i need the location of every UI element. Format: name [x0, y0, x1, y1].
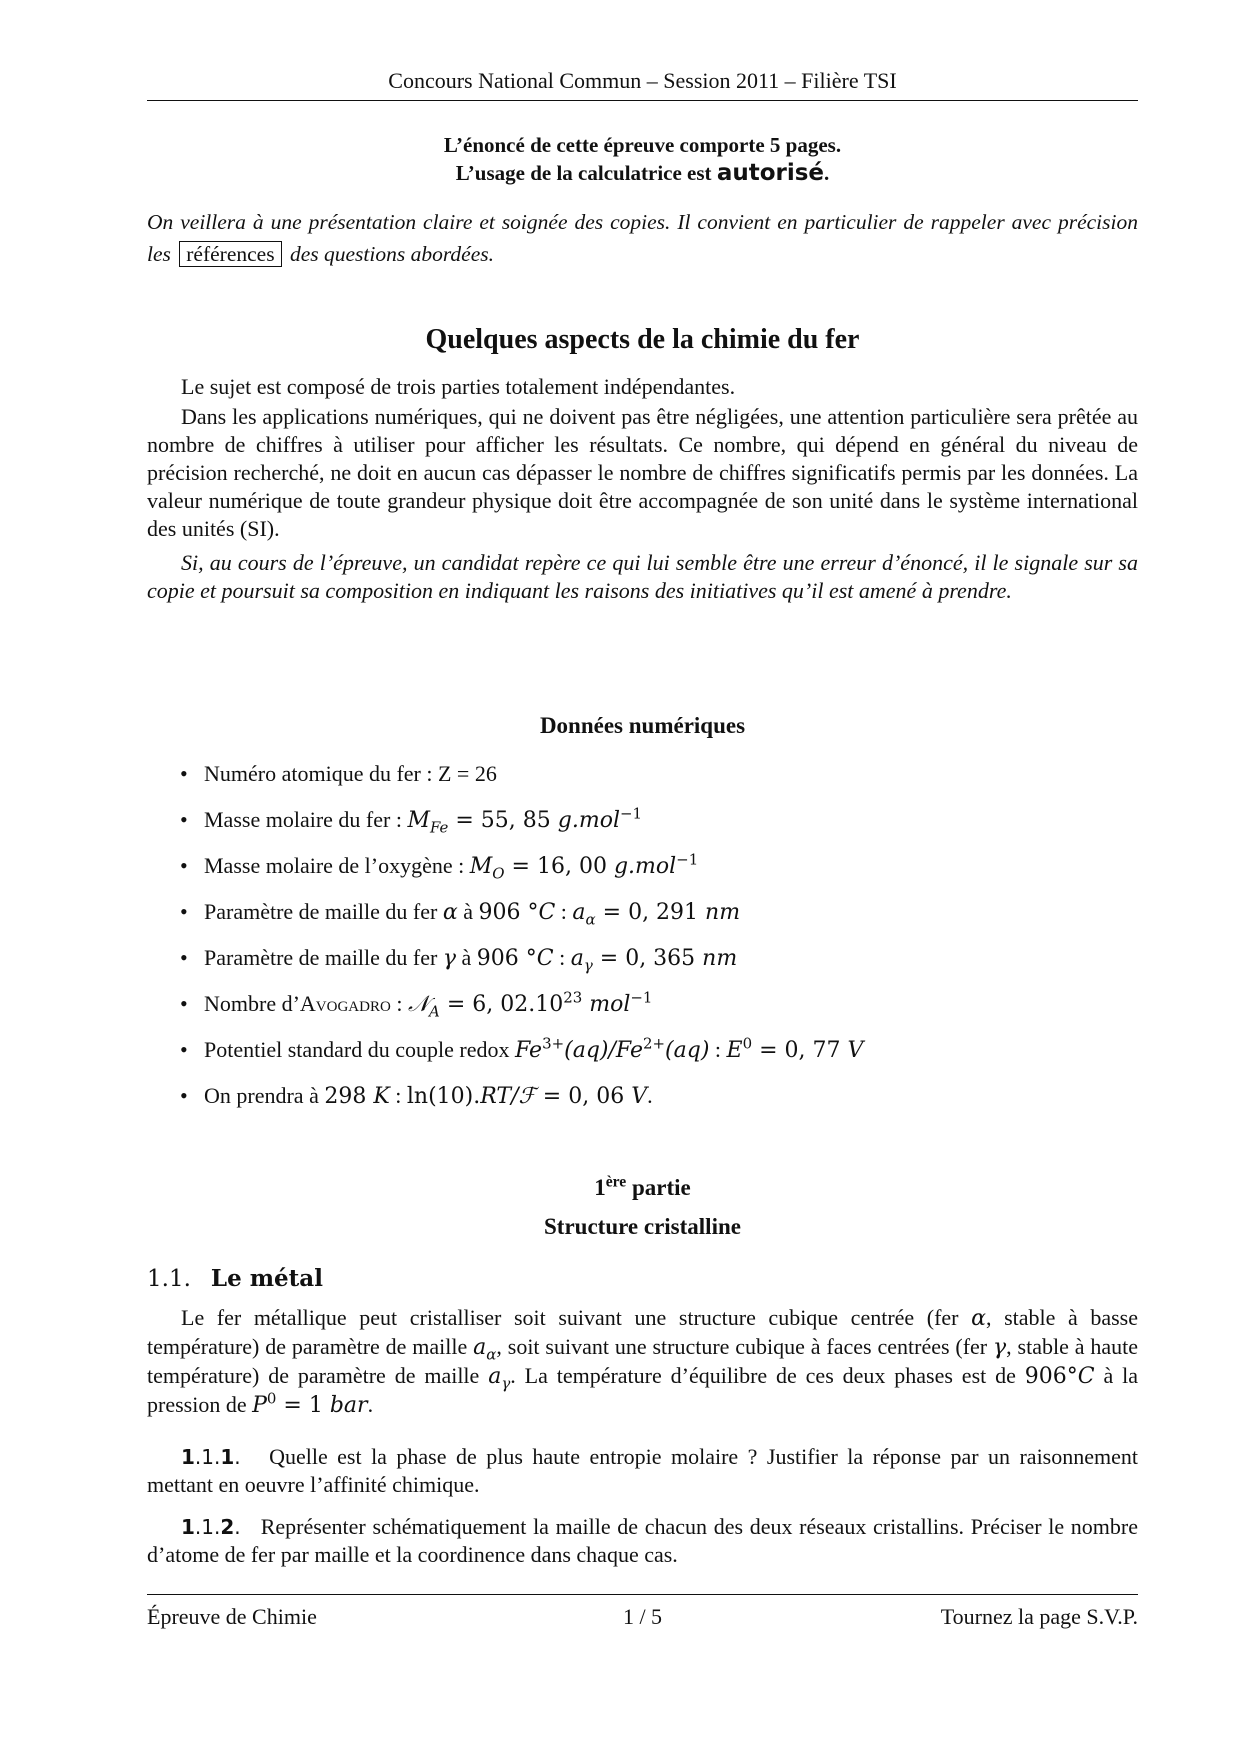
question-number-part: 1 [220, 1445, 235, 1469]
math-subscript: α [585, 910, 596, 929]
partie-superscript: ère [605, 1173, 627, 1191]
question-1-1-2 [147, 1513, 1138, 1569]
math-value: = 0, 291 [595, 900, 706, 925]
bullet: • [180, 945, 188, 970]
math-unit: V [631, 1084, 648, 1109]
math-symbol: P [252, 1393, 267, 1418]
data-item-text: . [647, 1083, 653, 1108]
notice-calculator-text: L’usage de la calculatrice est [455, 161, 717, 185]
data-item-text: : [389, 1083, 407, 1108]
data-item-text: Nombre d’ [204, 991, 300, 1016]
math-unit: C [538, 900, 556, 925]
data-item-lattice-alpha [180, 898, 863, 944]
math-unit: C [1077, 1364, 1095, 1389]
question-number-part: . [234, 1445, 241, 1469]
math-state: (aq) [665, 1038, 710, 1063]
section-paragraph [147, 1304, 1138, 1420]
data-item-lattice-gamma [180, 944, 863, 990]
math-charge: 2+ [643, 1034, 666, 1053]
question-number-part: 1 [181, 1515, 195, 1539]
math-subscript: Fe [429, 818, 449, 837]
math-exponent: −1 [620, 804, 643, 823]
question-number [181, 1515, 241, 1539]
data-item-text: à [456, 945, 477, 970]
page-title: Quelques aspects de la chimie du fer [425, 324, 860, 355]
partie-heading [147, 1175, 1138, 1201]
math-subscript: α [486, 1345, 497, 1364]
math-expression: RT/ℱ [480, 1084, 536, 1109]
body-paragraph-3: Si, au cours de l’épreuve, un candidat repère ce qui lui semble être une erreur d’énoncé, il le signale sur sa copie et poursuit sa composition en indiquant les raisons des initiatives qu’il est amené à prendre. [147, 550, 1138, 603]
question-number-part: 2 [220, 1515, 235, 1539]
question-text: Représenter schématiquement la maille de chacun des deux réseaux cristallins. Préciser le nombre d’atome de fer par maille et la coordinence dans chaque cas. [147, 1514, 1139, 1567]
page-header: Concours National Commun – Session 2011 – Filière TSI [388, 68, 897, 93]
math-value: = 0, 06 [535, 1084, 632, 1109]
math-unit: mol [582, 992, 631, 1017]
math-unit: K [373, 1084, 390, 1109]
section-text: . La température d’équilibre de ces deux phases est de [510, 1363, 1025, 1388]
bullet: • [180, 853, 188, 878]
footer-rule [147, 1594, 1138, 1595]
section-text: , soit suivant une structure cubique à faces centrées (fer [496, 1334, 994, 1359]
math-temperature: 906 ° [476, 946, 537, 971]
math-symbol: a [572, 900, 586, 925]
data-item-molar-mass-o [180, 852, 863, 898]
math-symbol: M [469, 854, 493, 879]
question-number-part: .1. [194, 1515, 221, 1539]
math-symbol: M [407, 808, 430, 833]
data-item-redox-potential [180, 1036, 863, 1082]
data-item-text: Paramètre de maille du fer [204, 899, 443, 924]
math-value: = 0, 77 [752, 1038, 848, 1063]
data-item-text: : [555, 899, 573, 924]
math-temperature: 906° [1024, 1364, 1078, 1389]
question-number [181, 1445, 241, 1469]
bullet: • [180, 1037, 188, 1062]
math-value: = 0, 365 [592, 946, 703, 971]
math-greek: α [971, 1306, 986, 1331]
data-item-text: Masse molaire du fer : [204, 807, 408, 832]
math-greek: γ [993, 1335, 1007, 1360]
math-temperature: 906 ° [478, 900, 539, 925]
data-item-text: Potentiel standard du couple redox [204, 1037, 515, 1062]
intro-text-1: On veillera à une présentation claire et soignée des copies. Il convient en particulier de rappeler avec précision les [147, 210, 1138, 266]
math-unit: V [847, 1038, 864, 1063]
section-number: 1.1. [147, 1266, 191, 1292]
header-rule [147, 100, 1138, 101]
data-item-text: : [709, 1037, 727, 1062]
math-unit: nm [702, 946, 738, 971]
math-charge: 3+ [542, 1034, 565, 1053]
math-unit: nm [705, 900, 741, 925]
data-item-text: On prendra à [204, 1083, 325, 1108]
math-exponent: 0 [266, 1389, 277, 1408]
math-species: Fe [514, 1038, 543, 1063]
math-exponent: 23 [563, 988, 583, 1007]
math-exponent: 0 [742, 1034, 753, 1053]
section-heading [147, 1265, 323, 1292]
math-value: = 1 [276, 1393, 330, 1418]
math-greek: α [442, 900, 458, 925]
body-paragraph-1: Le sujet est composé de trois parties totalement indépendantes. [181, 374, 736, 399]
math-function: ln(10). [406, 1084, 481, 1109]
partie-number: 1 [594, 1175, 606, 1200]
partie-title: Structure cristalline [544, 1214, 741, 1239]
bullet: • [180, 899, 188, 924]
question-number-part: 1 [181, 1445, 195, 1469]
avogadro-name: Avogadro [299, 991, 391, 1016]
body-paragraph-2: Dans les applications numériques, qui ne doivent pas être négligées, une attention particulière sera prêtée au nombre de chiffres à utiliser pour afficher les résultats. Ce nombre, qui dépend en général du niveau de précision recherché, ne doit en aucun cas dépasser le nombre de chiffres significatifs permis par les données. La valeur numérique de toute grandeur physique doit être accompagnée de son unité dans le système international des unités (SI). [147, 404, 1138, 541]
bullet: • [180, 807, 188, 832]
math-temperature: 298 [324, 1084, 374, 1109]
data-list [180, 760, 863, 1128]
data-item-nernst-constant [180, 1082, 863, 1128]
question-number-part: .1. [194, 1445, 221, 1469]
math-subscript: γ [583, 956, 593, 975]
math-subscript: A [429, 1002, 440, 1021]
math-unit: g.mol [613, 854, 677, 879]
section-text: , stable à basse température) de paramètre de maille [147, 1305, 1139, 1359]
math-unit: bar [329, 1393, 368, 1418]
data-item-avogadro [180, 990, 863, 1036]
notice-calculator [147, 159, 1138, 187]
math-unit: g.mol [557, 808, 620, 833]
boxed-references: références [179, 241, 281, 267]
section-title: Le métal [210, 1265, 323, 1292]
donnees-heading: Données numériques [539, 713, 746, 738]
section-text: Le fer métallique peut cristalliser soit suivant une structure cubique centrée (fer [181, 1305, 972, 1330]
partie-word: partie [626, 1175, 691, 1200]
footer-right: Tournez la page S.V.P. [940, 1604, 1138, 1629]
intro-text-2: des questions abordées. [289, 242, 494, 266]
math-state: (aq)/ [564, 1038, 616, 1063]
bullet: • [180, 991, 188, 1016]
math-subscript: γ [501, 1374, 511, 1393]
footer-page-number: 1 / 5 [622, 1604, 663, 1629]
bullet: • [180, 761, 188, 786]
math-symbol: a [488, 1364, 502, 1389]
data-item-text: à [457, 899, 479, 924]
math-subscript: O [492, 864, 505, 883]
math-value: = 16, 00 [504, 854, 614, 879]
math-unit: C [536, 946, 554, 971]
math-greek: γ [442, 946, 456, 971]
notice-end: . [824, 161, 830, 185]
data-item-atomic-number [180, 760, 863, 806]
math-species: Fe [615, 1038, 643, 1063]
bullet: • [180, 1083, 188, 1108]
data-item-text: Numéro atomique du fer : Z = 26 [204, 761, 497, 786]
question-number-part: . [234, 1515, 241, 1539]
data-item-molar-mass-fe [180, 806, 863, 852]
math-exponent: −1 [630, 988, 653, 1007]
math-symbol: a [570, 946, 584, 971]
notice-authorized: autorisé [716, 160, 825, 186]
math-symbol: 𝒩 [407, 992, 430, 1017]
section-text: . [367, 1392, 374, 1417]
math-value: = 6, 02.10 [439, 992, 564, 1017]
math-exponent: −1 [676, 850, 699, 869]
footer-left: Épreuve de Chimie [147, 1604, 317, 1629]
notice-pages: L’énoncé de cette épreuve comporte 5 pages. [443, 133, 842, 157]
data-item-text: : [390, 991, 408, 1016]
data-item-text: : [553, 945, 571, 970]
section-text: à la pression de [147, 1363, 1138, 1417]
math-symbol: a [473, 1335, 487, 1360]
question-1-1-1 [147, 1443, 1138, 1499]
math-value: = 55, 85 [448, 808, 558, 833]
intro-instructions [147, 206, 1138, 270]
section-text: , stable à haute température) de paramètre de maille [147, 1334, 1138, 1388]
data-item-text: Masse molaire de l’oxygène : [204, 853, 470, 878]
question-text: Quelle est la phase de plus haute entropie molaire ? Justifier la réponse par un raisonnement mettant en oeuvre l’affinité chimique. [147, 1444, 1138, 1497]
data-item-text: Paramètre de maille du fer [204, 945, 443, 970]
exam-notice [147, 131, 1138, 187]
math-symbol: E [726, 1038, 743, 1063]
